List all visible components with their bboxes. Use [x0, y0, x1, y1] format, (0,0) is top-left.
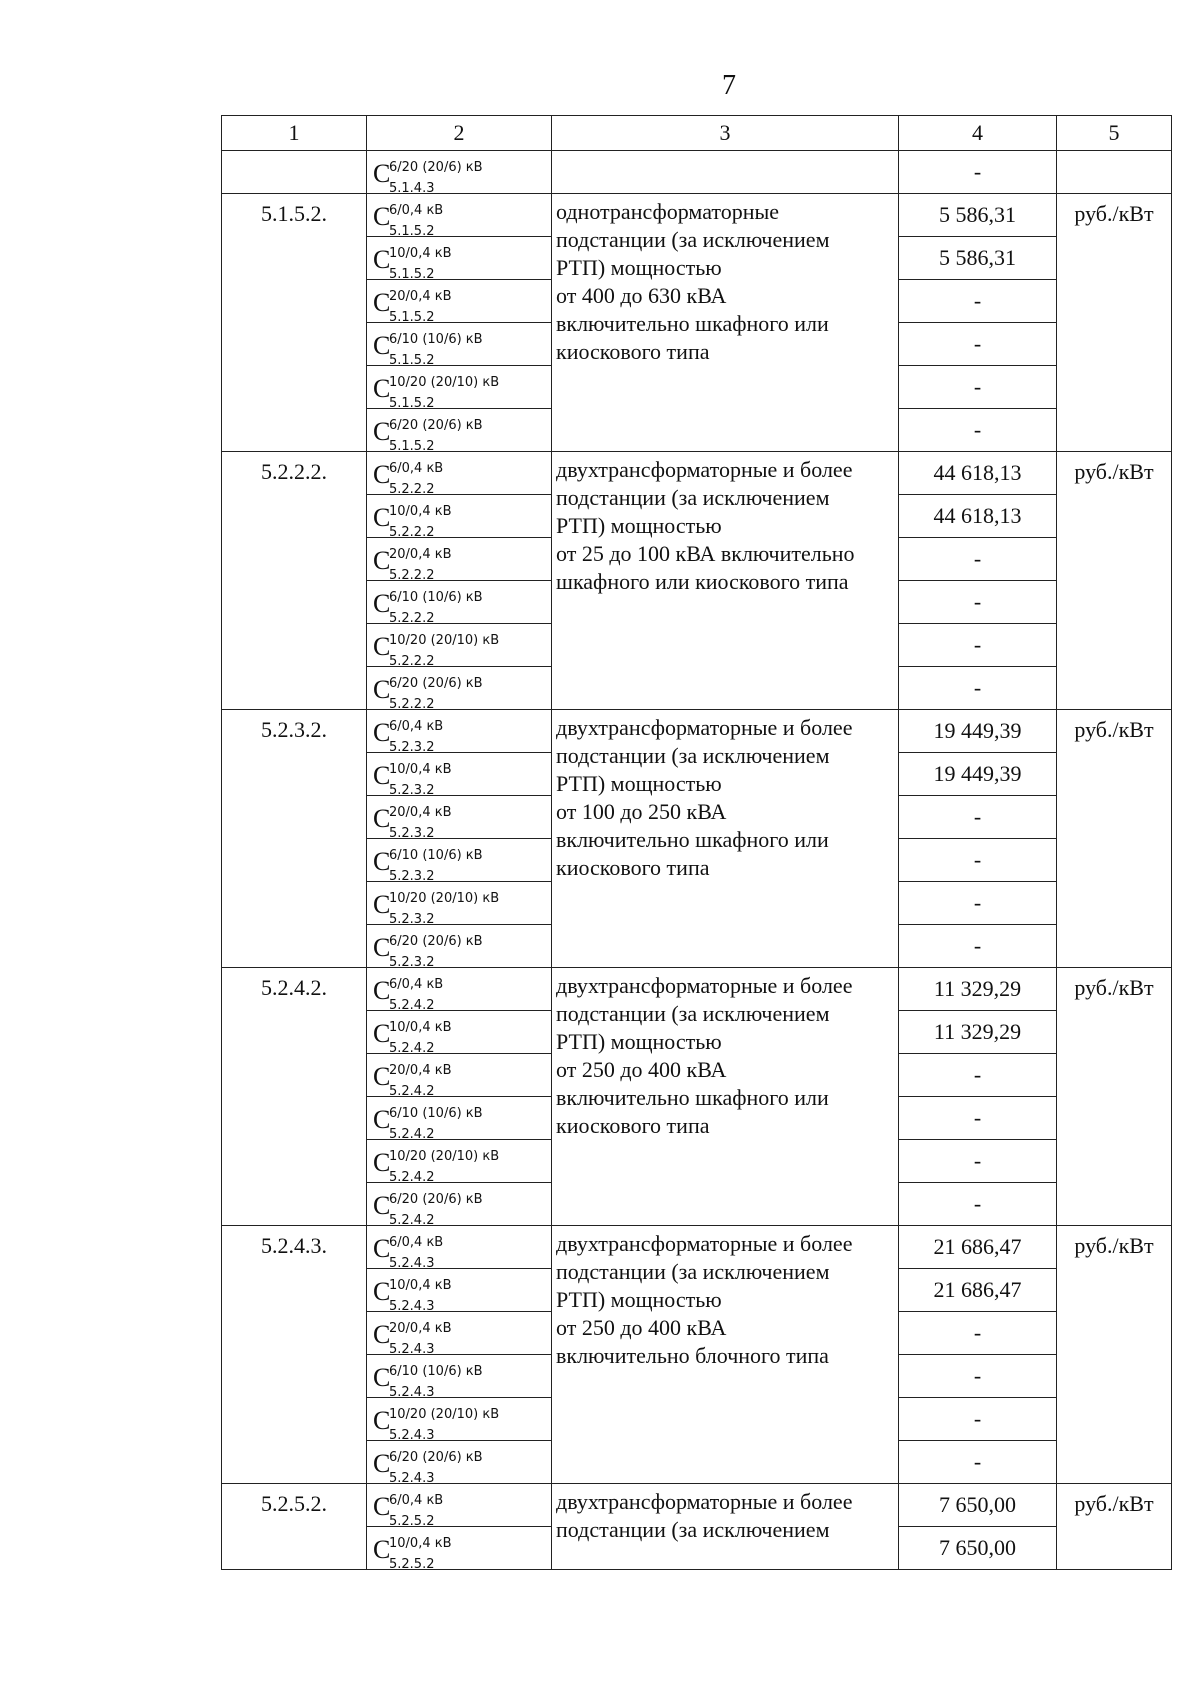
description-line: подстанции (за исключением — [556, 227, 830, 252]
code-index: 5.2.4.2 — [389, 998, 435, 1013]
rate-value: - — [899, 366, 1057, 409]
item-number: 5.2.4.3. — [222, 1226, 367, 1484]
description-line: РТП) мощностью — [556, 255, 722, 280]
item-description — [552, 452, 899, 710]
code-voltage: 6/20 (20/6) кВ — [389, 676, 483, 691]
header-cell-4: 4 — [899, 116, 1057, 151]
rate-value: - — [899, 538, 1057, 581]
code-letter: C — [373, 1148, 391, 1177]
rate-value: - — [899, 1441, 1057, 1484]
rate-code — [371, 281, 551, 325]
description-line: от 100 до 250 кВА — [556, 799, 727, 824]
code-cell — [367, 237, 552, 280]
code-index: 5.2.2.2 — [389, 611, 435, 626]
description-line: включительно шкафного или — [556, 1085, 829, 1110]
rate-code — [371, 969, 551, 1013]
code-letter: C — [373, 718, 391, 747]
code-voltage: 6/10 (10/6) кВ — [389, 848, 483, 863]
rate-value: 44 618,13 — [899, 495, 1057, 538]
code-letter: C — [373, 503, 391, 532]
continuation-num-cell — [222, 151, 367, 194]
rate-value: - — [899, 151, 1057, 194]
code-voltage: 20/0,4 кВ — [389, 1321, 452, 1336]
code-voltage: 6/20 (20/6) кВ — [389, 1450, 483, 1465]
code-voltage: 20/0,4 кВ — [389, 1063, 452, 1078]
item-number: 5.2.5.2. — [222, 1484, 367, 1570]
item-description — [552, 194, 899, 452]
code-voltage: 6/0,4 кВ — [389, 719, 444, 734]
rate-code — [371, 1055, 551, 1099]
rate-value: 19 449,39 — [899, 753, 1057, 796]
code-cell — [367, 1398, 552, 1441]
code-index: 5.2.2.2 — [389, 525, 435, 540]
tariff-table-body — [222, 116, 1172, 1570]
code-index: 5.2.4.3 — [389, 1471, 435, 1486]
code-index: 5.2.4.2 — [389, 1213, 435, 1228]
rate-unit: руб./кВт — [1057, 452, 1172, 710]
rate-unit: руб./кВт — [1057, 1484, 1172, 1570]
rate-code — [371, 840, 551, 884]
description-line: двухтрансформаторные и более — [556, 973, 853, 998]
code-index: 5.2.5.2 — [389, 1557, 435, 1572]
header-row — [222, 116, 1172, 151]
code-voltage: 6/10 (10/6) кВ — [389, 1364, 483, 1379]
code-index: 5.1.5.2 — [389, 310, 435, 325]
code-cell — [367, 151, 552, 194]
code-cell — [367, 1269, 552, 1312]
rate-value: 5 586,31 — [899, 194, 1057, 237]
description-line: РТП) мощностью — [556, 513, 722, 538]
code-letter: C — [373, 1363, 391, 1392]
code-letter: C — [373, 675, 391, 704]
rate-value: - — [899, 624, 1057, 667]
description-line: подстанции (за исключением — [556, 743, 830, 768]
code-cell — [367, 667, 552, 710]
code-index: 5.1.5.2 — [389, 439, 435, 454]
rate-code — [371, 1442, 551, 1486]
code-cell — [367, 796, 552, 839]
item-number: 5.2.4.2. — [222, 968, 367, 1226]
code-letter: C — [373, 202, 391, 231]
tariff-table — [221, 115, 1172, 1570]
code-voltage: 6/10 (10/6) кВ — [389, 590, 483, 605]
code-index: 5.2.4.3 — [389, 1299, 435, 1314]
rate-code — [371, 496, 551, 540]
code-letter: C — [373, 460, 391, 489]
code-index: 5.2.4.2 — [389, 1127, 435, 1142]
rate-code — [371, 883, 551, 927]
description-line: от 25 до 100 кВА включительно — [556, 541, 855, 566]
rate-code — [371, 582, 551, 626]
code-letter: C — [373, 589, 391, 618]
code-cell — [367, 1441, 552, 1484]
rate-value: - — [899, 1054, 1057, 1097]
code-voltage: 6/20 (20/6) кВ — [389, 934, 483, 949]
code-letter: C — [373, 1449, 391, 1478]
description-line: двухтрансформаторные и более — [556, 715, 853, 740]
header-cell-5: 5 — [1057, 116, 1172, 151]
code-cell — [367, 925, 552, 968]
code-voltage: 6/0,4 кВ — [389, 203, 444, 218]
rate-value: - — [899, 1140, 1057, 1183]
rate-value: - — [899, 1312, 1057, 1355]
code-letter: C — [373, 1234, 391, 1263]
code-cell — [367, 753, 552, 796]
code-cell — [367, 1183, 552, 1226]
rate-value: - — [899, 280, 1057, 323]
rate-unit: руб./кВт — [1057, 968, 1172, 1226]
rate-code — [371, 195, 551, 239]
code-letter: C — [373, 1535, 391, 1564]
code-index: 5.2.4.3 — [389, 1385, 435, 1400]
code-cell — [367, 1054, 552, 1097]
code-cell — [367, 452, 552, 495]
page-number: 7 — [722, 70, 736, 101]
code-letter: C — [373, 1277, 391, 1306]
code-letter: C — [373, 847, 391, 876]
item-number: 5.1.5.2. — [222, 194, 367, 452]
code-letter: C — [373, 1406, 391, 1435]
code-letter: C — [373, 1019, 391, 1048]
code-voltage: 6/0,4 кВ — [389, 461, 444, 476]
code-letter: C — [373, 976, 391, 1005]
description-line: РТП) мощностью — [556, 1287, 722, 1312]
code-index: 5.2.3.2 — [389, 955, 435, 970]
description-line: подстанции (за исключением — [556, 1517, 830, 1542]
rate-code — [371, 324, 551, 368]
code-index: 5.1.5.2 — [389, 267, 435, 282]
code-cell — [367, 624, 552, 667]
code-voltage: 6/0,4 кВ — [389, 1235, 444, 1250]
continuation-unit-cell — [1057, 151, 1172, 194]
code-voltage: 6/20 (20/6) кВ — [389, 160, 483, 175]
code-letter: C — [373, 159, 391, 188]
description-line: двухтрансформаторные и более — [556, 1231, 853, 1256]
code-letter: C — [373, 761, 391, 790]
code-index: 5.1.5.2 — [389, 224, 435, 239]
description-line: от 250 до 400 кВА — [556, 1057, 727, 1082]
rate-code — [371, 152, 551, 196]
code-letter: C — [373, 804, 391, 833]
rate-value: - — [899, 581, 1057, 624]
rate-code — [371, 1141, 551, 1185]
item-number: 5.2.2.2. — [222, 452, 367, 710]
code-voltage: 20/0,4 кВ — [389, 547, 452, 562]
rate-value: - — [899, 323, 1057, 366]
header-cell-1: 1 — [222, 116, 367, 151]
code-index: 5.2.2.2 — [389, 482, 435, 497]
code-index: 5.2.3.2 — [389, 783, 435, 798]
code-index: 5.2.4.3 — [389, 1428, 435, 1443]
description-line: РТП) мощностью — [556, 771, 722, 796]
description-line: подстанции (за исключением — [556, 485, 830, 510]
code-cell — [367, 1484, 552, 1527]
table-row — [222, 1226, 1172, 1269]
rate-value: - — [899, 839, 1057, 882]
item-description — [552, 968, 899, 1226]
code-voltage: 6/0,4 кВ — [389, 977, 444, 992]
code-index: 5.2.4.2 — [389, 1041, 435, 1056]
code-cell — [367, 839, 552, 882]
code-letter: C — [373, 890, 391, 919]
rate-code — [371, 1399, 551, 1443]
rate-unit: руб./кВт — [1057, 194, 1172, 452]
code-index: 5.2.3.2 — [389, 912, 435, 927]
continuation-row — [222, 151, 1172, 194]
description-line: киоскового типа — [556, 1113, 710, 1138]
description-line: включительно шкафного или — [556, 827, 829, 852]
rate-value: - — [899, 882, 1057, 925]
rate-value: - — [899, 409, 1057, 452]
code-voltage: 10/20 (20/10) кВ — [389, 375, 500, 390]
rate-code — [371, 668, 551, 712]
rate-code — [371, 1485, 551, 1529]
code-cell — [367, 968, 552, 1011]
code-cell — [367, 323, 552, 366]
code-cell — [367, 1355, 552, 1398]
code-index: 5.1.5.2 — [389, 396, 435, 411]
code-letter: C — [373, 1105, 391, 1134]
continuation-desc-cell — [552, 151, 899, 194]
code-letter: C — [373, 245, 391, 274]
code-cell — [367, 581, 552, 624]
rate-value: - — [899, 667, 1057, 710]
code-voltage: 20/0,4 кВ — [389, 289, 452, 304]
code-letter: C — [373, 632, 391, 661]
rate-value: 11 329,29 — [899, 1011, 1057, 1054]
description-line: киоскового типа — [556, 855, 710, 880]
rate-code — [371, 453, 551, 497]
code-cell — [367, 366, 552, 409]
code-voltage: 10/20 (20/10) кВ — [389, 633, 500, 648]
code-letter: C — [373, 417, 391, 446]
rate-code — [371, 1012, 551, 1056]
rate-code — [371, 539, 551, 583]
code-index: 5.2.4.3 — [389, 1256, 435, 1271]
code-letter: C — [373, 933, 391, 962]
description-line: включительно шкафного или — [556, 311, 829, 336]
rate-value: - — [899, 1183, 1057, 1226]
code-index: 5.1.4.3 — [389, 181, 435, 196]
item-description — [552, 1226, 899, 1484]
item-description — [552, 710, 899, 968]
description-line: однотрансформаторные — [556, 199, 780, 224]
code-index: 5.2.5.2 — [389, 1514, 435, 1529]
code-voltage: 10/0,4 кВ — [389, 1020, 452, 1035]
description-line: РТП) мощностью — [556, 1029, 722, 1054]
code-letter: C — [373, 288, 391, 317]
rate-code — [371, 754, 551, 798]
rate-value: 5 586,31 — [899, 237, 1057, 280]
code-letter: C — [373, 1492, 391, 1521]
item-description — [552, 1484, 899, 1570]
code-index: 5.1.5.2 — [389, 353, 435, 368]
code-letter: C — [373, 546, 391, 575]
code-cell — [367, 1527, 552, 1570]
rate-value: 21 686,47 — [899, 1269, 1057, 1312]
code-cell — [367, 1226, 552, 1269]
description-line: от 400 до 630 кВА — [556, 283, 727, 308]
item-number: 5.2.3.2. — [222, 710, 367, 968]
code-cell — [367, 495, 552, 538]
rate-value: - — [899, 1097, 1057, 1140]
rate-value: 7 650,00 — [899, 1527, 1057, 1570]
code-index: 5.2.4.2 — [389, 1170, 435, 1185]
description-line: шкафного или киоскового типа — [556, 569, 849, 594]
rate-value: 44 618,13 — [899, 452, 1057, 495]
header-cell-3: 3 — [552, 116, 899, 151]
rate-code — [371, 367, 551, 411]
rate-code — [371, 711, 551, 755]
rate-code — [371, 410, 551, 454]
code-voltage: 6/10 (10/6) кВ — [389, 332, 483, 347]
code-index: 5.2.2.2 — [389, 654, 435, 669]
code-index: 5.2.2.2 — [389, 568, 435, 583]
code-voltage: 10/0,4 кВ — [389, 1278, 452, 1293]
description-line: двухтрансформаторные и более — [556, 457, 853, 482]
code-voltage: 10/20 (20/10) кВ — [389, 1149, 500, 1164]
description-line: двухтрансформаторные и более — [556, 1489, 853, 1514]
code-letter: C — [373, 374, 391, 403]
code-cell — [367, 538, 552, 581]
rate-code — [371, 1270, 551, 1314]
rate-value: - — [899, 925, 1057, 968]
rate-value: 11 329,29 — [899, 968, 1057, 1011]
code-voltage: 10/20 (20/10) кВ — [389, 891, 500, 906]
description-line: подстанции (за исключением — [556, 1001, 830, 1026]
rate-value: - — [899, 1398, 1057, 1441]
code-index: 5.2.3.2 — [389, 826, 435, 841]
code-index: 5.2.4.2 — [389, 1084, 435, 1099]
description-line: подстанции (за исключением — [556, 1259, 830, 1284]
rate-value: - — [899, 796, 1057, 839]
rate-code — [371, 1184, 551, 1228]
code-cell — [367, 194, 552, 237]
code-letter: C — [373, 1191, 391, 1220]
code-cell — [367, 1097, 552, 1140]
rate-code — [371, 625, 551, 669]
code-index: 5.2.3.2 — [389, 869, 435, 884]
code-cell — [367, 1011, 552, 1054]
code-index: 5.2.3.2 — [389, 740, 435, 755]
code-voltage: 10/20 (20/10) кВ — [389, 1407, 500, 1422]
code-cell — [367, 280, 552, 323]
code-letter: C — [373, 1062, 391, 1091]
code-index: 5.2.2.2 — [389, 697, 435, 712]
rate-value: 19 449,39 — [899, 710, 1057, 753]
code-cell — [367, 1140, 552, 1183]
code-voltage: 10/0,4 кВ — [389, 246, 452, 261]
code-voltage: 10/0,4 кВ — [389, 762, 452, 777]
table-row — [222, 452, 1172, 495]
description-line: киоскового типа — [556, 339, 710, 364]
rate-code — [371, 1098, 551, 1142]
rate-code — [371, 797, 551, 841]
rate-code — [371, 1356, 551, 1400]
code-cell — [367, 1312, 552, 1355]
rate-code — [371, 238, 551, 282]
table-row — [222, 194, 1172, 237]
rate-code — [371, 926, 551, 970]
description-line: включительно блочного типа — [556, 1343, 829, 1368]
code-voltage: 10/0,4 кВ — [389, 1536, 452, 1551]
code-voltage: 6/20 (20/6) кВ — [389, 1192, 483, 1207]
rate-unit: руб./кВт — [1057, 710, 1172, 968]
code-letter: C — [373, 1320, 391, 1349]
table-row — [222, 710, 1172, 753]
description-line: от 250 до 400 кВА — [556, 1315, 727, 1340]
rate-value: 7 650,00 — [899, 1484, 1057, 1527]
rate-value: 21 686,47 — [899, 1226, 1057, 1269]
code-cell — [367, 409, 552, 452]
code-voltage: 6/20 (20/6) кВ — [389, 418, 483, 433]
code-letter: C — [373, 331, 391, 360]
rate-code — [371, 1313, 551, 1357]
code-index: 5.2.4.3 — [389, 1342, 435, 1357]
rate-code — [371, 1528, 551, 1572]
code-voltage: 6/10 (10/6) кВ — [389, 1106, 483, 1121]
header-cell-2: 2 — [367, 116, 552, 151]
code-voltage: 10/0,4 кВ — [389, 504, 452, 519]
code-cell — [367, 882, 552, 925]
rate-value: - — [899, 1355, 1057, 1398]
table-row — [222, 968, 1172, 1011]
code-voltage: 20/0,4 кВ — [389, 805, 452, 820]
code-voltage: 6/0,4 кВ — [389, 1493, 444, 1508]
rate-unit: руб./кВт — [1057, 1226, 1172, 1484]
table-row — [222, 1484, 1172, 1527]
rate-code — [371, 1227, 551, 1271]
code-cell — [367, 710, 552, 753]
